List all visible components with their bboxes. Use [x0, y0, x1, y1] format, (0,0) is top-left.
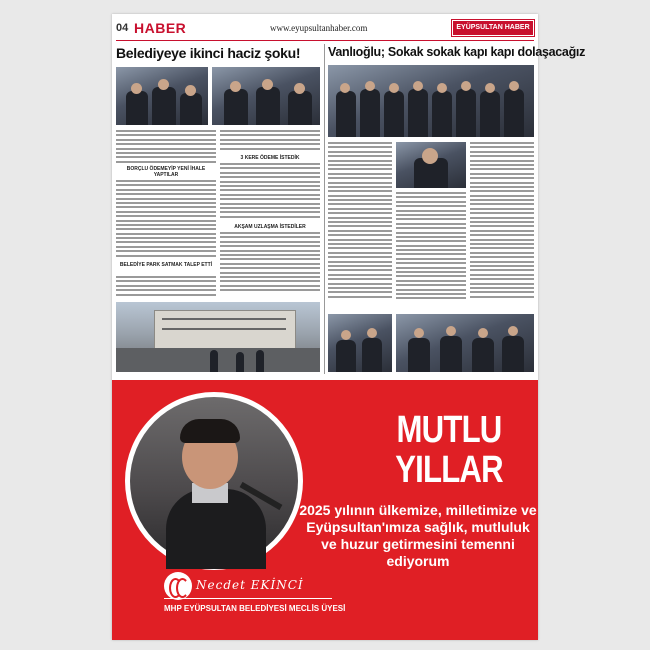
left-photo-2 [212, 67, 320, 125]
right-body-text-1 [328, 142, 392, 312]
left-body-text-1 [116, 130, 216, 166]
left-body-text-5 [220, 163, 320, 223]
headline-line-2: YILLAR [395, 449, 503, 491]
left-photo-building [116, 302, 320, 372]
left-body-text-4 [220, 130, 320, 154]
newspaper-logo: EYÜPSULTAN HABER [452, 20, 534, 36]
column-divider [324, 44, 325, 374]
left-subhead-2: 3 KERE ÖDEME İSTEDİK [240, 155, 300, 161]
left-subhead-4: AKŞAM UZLAŞMA İSTEDİLER [234, 224, 306, 230]
advertiser-name: Necdet EKİNCİ [196, 578, 304, 592]
left-body-text-3 [116, 276, 216, 298]
header-rule [116, 40, 534, 41]
mutlu-yillar-headline [388, 410, 511, 490]
right-photo-small-2 [396, 314, 534, 372]
party-emblem-icon [164, 572, 192, 600]
newspaper-page [112, 14, 586, 640]
portrait-frame [125, 392, 303, 570]
new-year-advertisement [112, 380, 538, 640]
name-underline [164, 598, 332, 599]
left-subhead-1: BORÇLU ÖDEMEYİP YENİ İHALE YAPTILAR [126, 166, 206, 178]
portrait-photo [130, 397, 298, 565]
right-photo-group [328, 65, 534, 137]
left-body-text-6 [220, 232, 320, 298]
left-photo-1 [116, 67, 208, 125]
page-header [112, 14, 538, 42]
left-article-title: Belediyeye ikinci haciz şoku! [116, 45, 301, 61]
right-photo-small-1 [328, 314, 392, 372]
site-url[interactable]: www.eyupsultanhaber.com [270, 23, 368, 33]
advertiser-title: MHP EYÜPSULTAN BELEDİYESİ MECLİS ÜYESİ [164, 604, 346, 613]
left-body-text-2 [116, 180, 216, 262]
left-subhead-3: BELEDİYE PARK SATMAK TALEP ETTİ [119, 262, 213, 268]
ad-message: 2025 yılının ülkemize, milletimize ve Eyüpsultan'ımıza sağlık, mutluluk ve huzur getirmesini temenni ediyorum [299, 502, 537, 569]
right-body-text-3 [470, 142, 534, 312]
right-photo-portrait [396, 142, 466, 188]
right-article-title: Vanlıoğlu; Sokak sokak kapı kapı dolaşacağız [328, 45, 586, 59]
right-body-text-2 [396, 192, 466, 312]
headline-line-1: MUTLU [396, 409, 502, 451]
page-number: 04 [116, 22, 129, 34]
section-title: HABER [134, 20, 187, 36]
